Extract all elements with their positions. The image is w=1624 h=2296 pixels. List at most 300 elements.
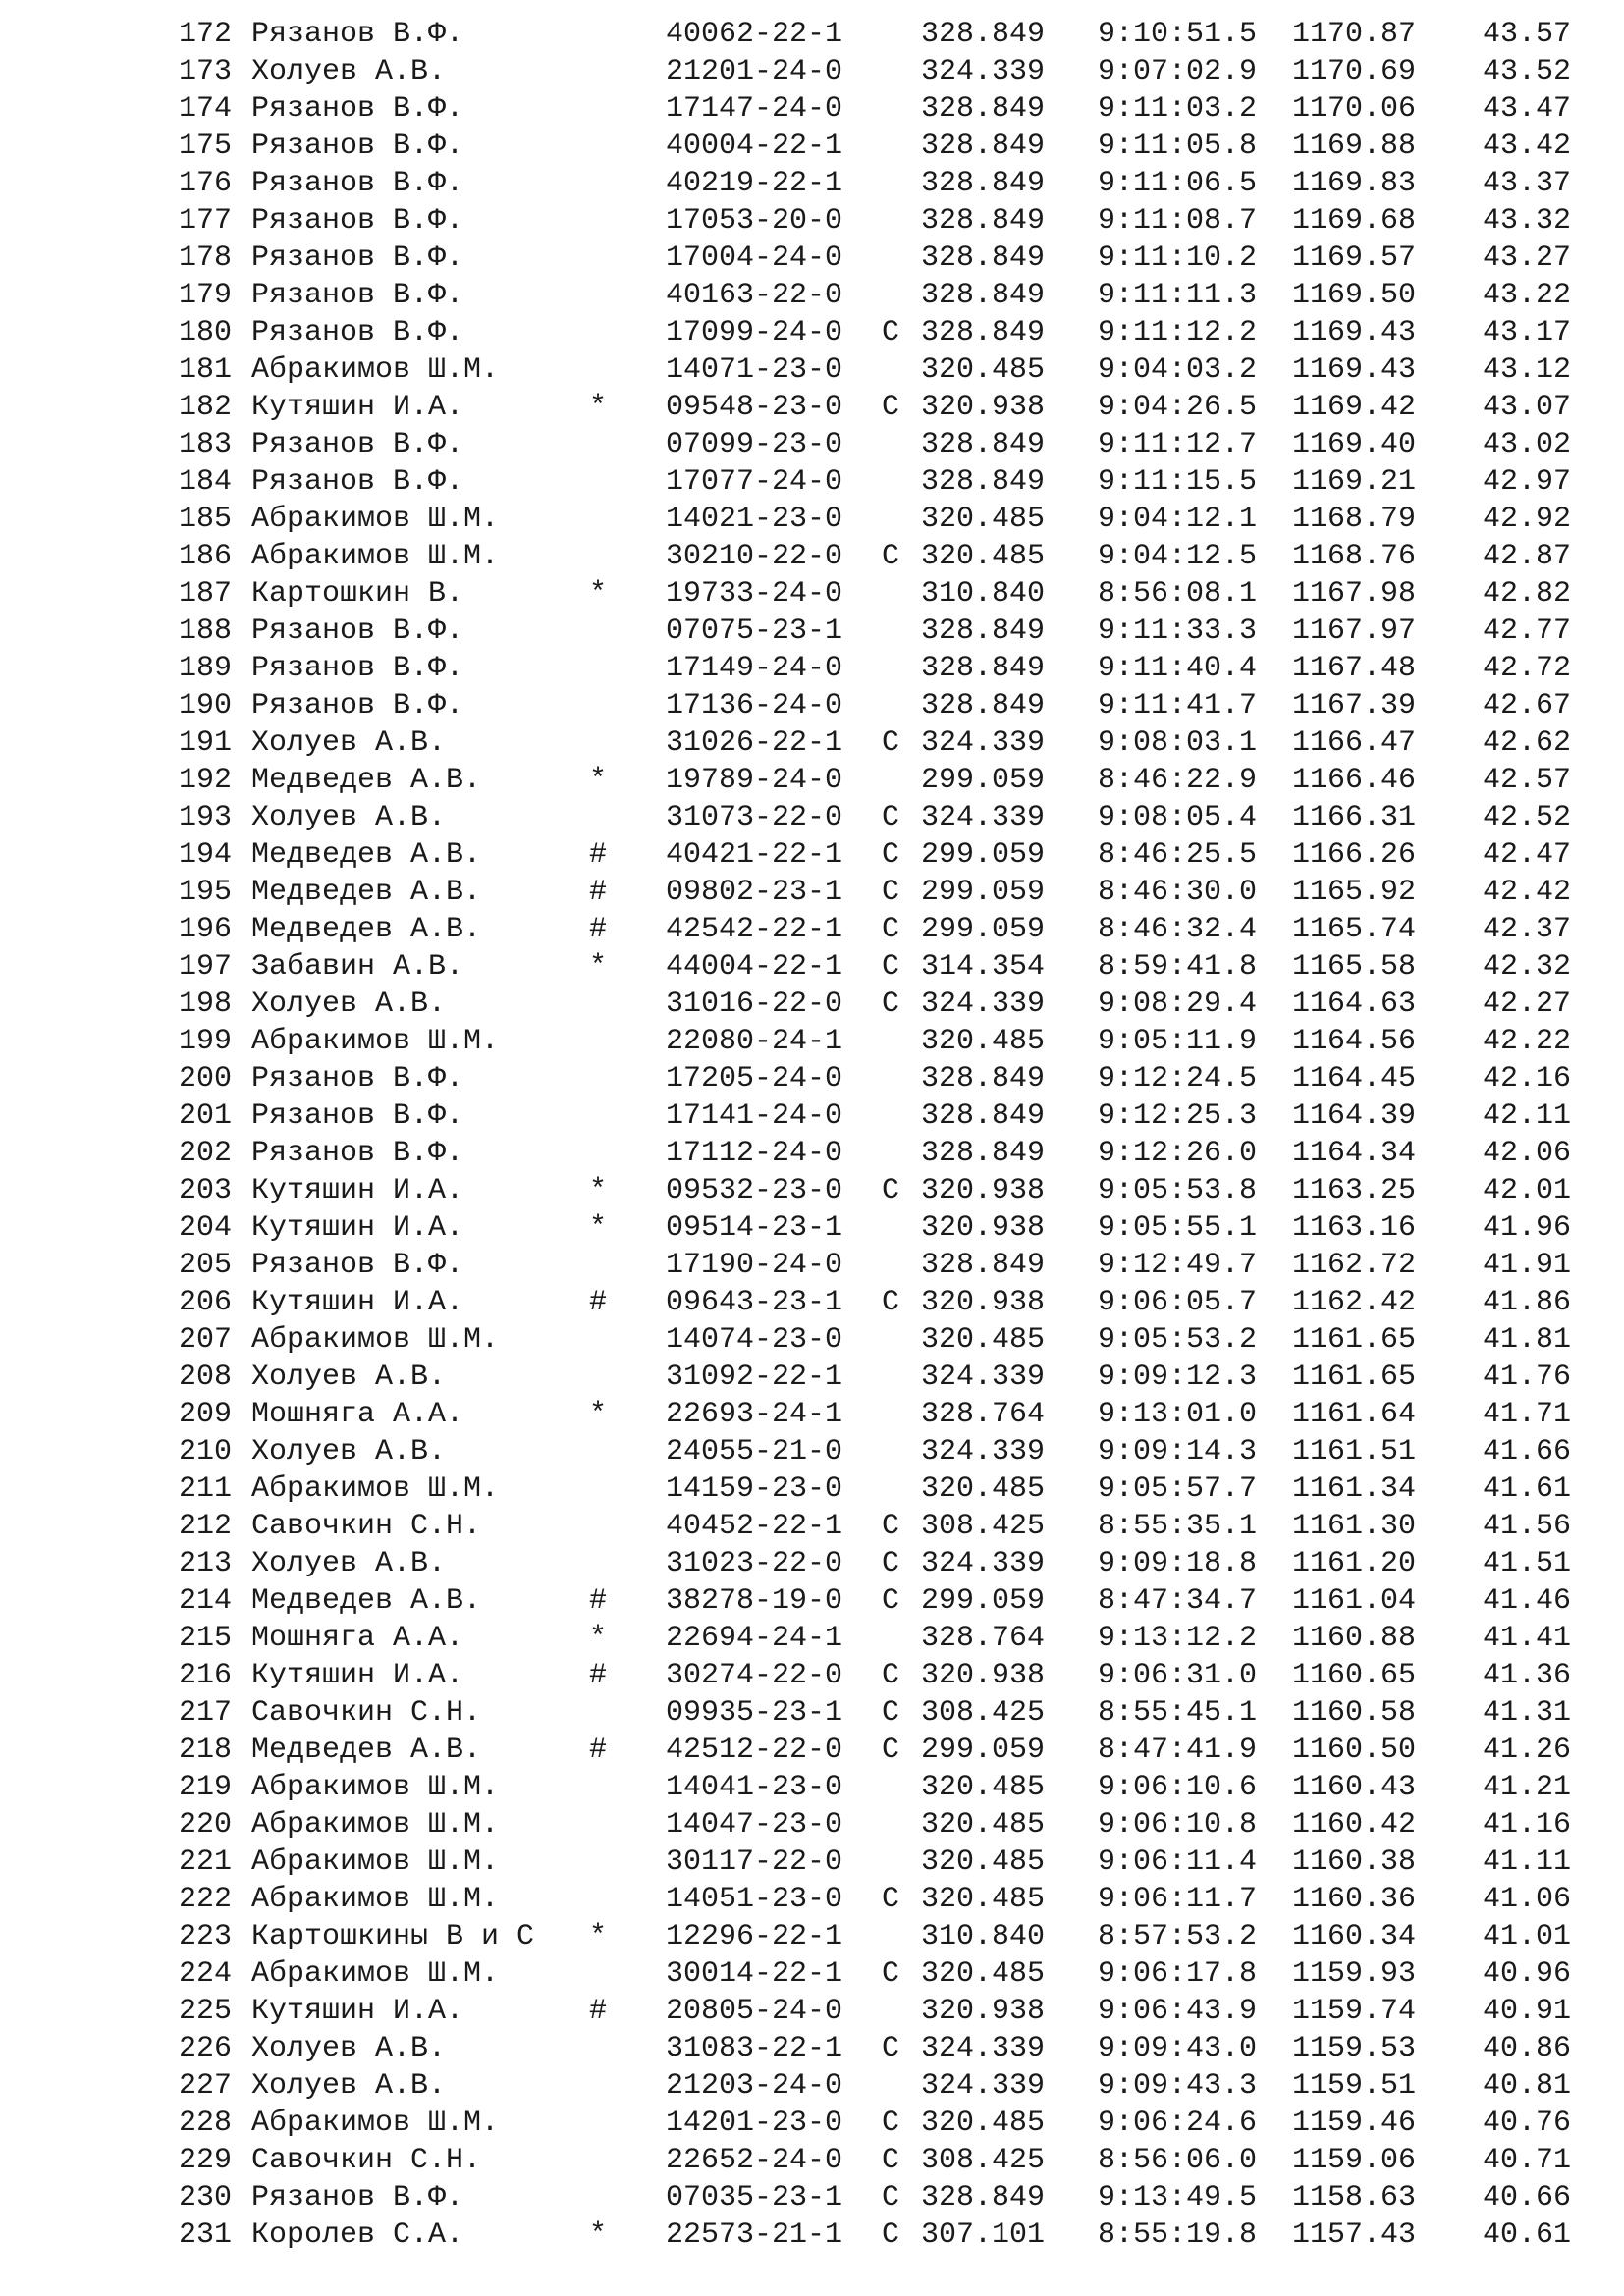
speed-value: 1166.31 bbox=[1292, 801, 1417, 834]
distance-km: 320.485 bbox=[921, 1025, 1046, 1058]
table-row bbox=[169, 538, 1602, 575]
points-value: 43.42 bbox=[1482, 130, 1571, 163]
fancier-name: Холуев А.В. bbox=[251, 1435, 447, 1468]
fancier-name: Рязанов В.Ф. bbox=[251, 1249, 464, 1282]
points-value: 43.57 bbox=[1482, 18, 1571, 51]
points-value: 41.76 bbox=[1482, 1361, 1571, 1394]
table-row bbox=[169, 1247, 1602, 1284]
table-row bbox=[169, 687, 1602, 724]
ring-number: 17149-24-0 bbox=[666, 652, 843, 685]
arrival-time: 8:55:35.1 bbox=[1098, 1510, 1258, 1543]
points-value: 42.16 bbox=[1482, 1062, 1571, 1095]
ring-number: 09643-23-1 bbox=[666, 1286, 843, 1319]
arrival-time: 9:06:10.6 bbox=[1098, 1771, 1258, 1804]
fancier-name: Холуев А.В. bbox=[251, 1547, 447, 1580]
distance-km: 320.485 bbox=[921, 1323, 1046, 1357]
speed-value: 1169.68 bbox=[1292, 204, 1417, 238]
table-row bbox=[169, 2179, 1602, 2216]
arrival-time: 8:57:53.2 bbox=[1098, 1920, 1258, 1953]
table-row bbox=[169, 1284, 1602, 1321]
distance-km: 299.059 bbox=[921, 1584, 1046, 1618]
arrival-time: 8:46:32.4 bbox=[1098, 913, 1258, 946]
points-value: 43.37 bbox=[1482, 167, 1571, 200]
table-row bbox=[169, 90, 1602, 128]
entry-flag: C bbox=[882, 1696, 900, 1730]
entry-mark: * bbox=[589, 2218, 608, 2252]
arrival-time: 8:47:34.7 bbox=[1098, 1584, 1258, 1618]
ring-number: 07035-23-1 bbox=[666, 2181, 843, 2215]
arrival-time: 9:10:51.5 bbox=[1098, 18, 1258, 51]
ring-number: 31026-22-1 bbox=[666, 726, 843, 760]
speed-value: 1166.47 bbox=[1292, 726, 1417, 760]
ring-number: 40219-22-1 bbox=[666, 167, 843, 200]
table-row bbox=[169, 1582, 1602, 1620]
ring-number: 22573-21-1 bbox=[666, 2218, 843, 2252]
table-row bbox=[169, 799, 1602, 836]
speed-value: 1161.64 bbox=[1292, 1398, 1417, 1431]
distance-km: 308.425 bbox=[921, 1510, 1046, 1543]
arrival-time: 9:12:24.5 bbox=[1098, 1062, 1258, 1095]
fancier-name: Абракимов Ш.М. bbox=[251, 1323, 500, 1357]
speed-value: 1167.39 bbox=[1292, 689, 1417, 722]
entry-flag: C bbox=[882, 2218, 900, 2252]
points-value: 42.47 bbox=[1482, 838, 1571, 872]
arrival-time: 9:05:57.7 bbox=[1098, 1472, 1258, 1506]
row-number: 194 bbox=[178, 838, 232, 872]
speed-value: 1164.39 bbox=[1292, 1099, 1417, 1133]
arrival-time: 8:56:08.1 bbox=[1098, 577, 1258, 611]
ring-number: 09802-23-1 bbox=[666, 876, 843, 909]
speed-value: 1165.58 bbox=[1292, 950, 1417, 984]
points-value: 41.56 bbox=[1482, 1510, 1571, 1543]
distance-km: 328.849 bbox=[921, 1137, 1046, 1170]
fancier-name: Абракимов Ш.М. bbox=[251, 540, 500, 573]
fancier-name: Рязанов В.Ф. bbox=[251, 130, 464, 163]
row-number: 215 bbox=[178, 1622, 232, 1655]
table-row bbox=[169, 1508, 1602, 1545]
arrival-time: 9:06:31.0 bbox=[1098, 1659, 1258, 1692]
table-row bbox=[169, 1881, 1602, 1918]
row-number: 175 bbox=[178, 130, 232, 163]
arrival-time: 8:46:30.0 bbox=[1098, 876, 1258, 909]
distance-km: 328.849 bbox=[921, 241, 1046, 275]
table-row bbox=[169, 314, 1602, 351]
arrival-time: 9:09:18.8 bbox=[1098, 1547, 1258, 1580]
row-number: 203 bbox=[178, 1174, 232, 1207]
distance-km: 328.764 bbox=[921, 1622, 1046, 1655]
fancier-name: Медведев А.В. bbox=[251, 764, 482, 797]
arrival-time: 8:47:41.9 bbox=[1098, 1734, 1258, 1767]
row-number: 223 bbox=[178, 1920, 232, 1953]
arrival-time: 9:05:55.1 bbox=[1098, 1211, 1258, 1245]
arrival-time: 9:13:12.2 bbox=[1098, 1622, 1258, 1655]
row-number: 226 bbox=[178, 2032, 232, 2065]
fancier-name: Рязанов В.Ф. bbox=[251, 428, 464, 461]
ring-number: 09935-23-1 bbox=[666, 1696, 843, 1730]
distance-km: 320.938 bbox=[921, 1211, 1046, 1245]
points-value: 41.91 bbox=[1482, 1249, 1571, 1282]
distance-km: 299.059 bbox=[921, 913, 1046, 946]
ring-number: 22080-24-1 bbox=[666, 1025, 843, 1058]
arrival-time: 9:05:53.2 bbox=[1098, 1323, 1258, 1357]
row-number: 192 bbox=[178, 764, 232, 797]
speed-value: 1164.56 bbox=[1292, 1025, 1417, 1058]
points-value: 42.32 bbox=[1482, 950, 1571, 984]
speed-value: 1159.93 bbox=[1292, 1957, 1417, 1991]
distance-km: 324.339 bbox=[921, 1361, 1046, 1394]
entry-mark: * bbox=[589, 577, 608, 611]
fancier-name: Мошняга А.А. bbox=[251, 1398, 464, 1431]
row-number: 209 bbox=[178, 1398, 232, 1431]
fancier-name: Кутяшин И.А. bbox=[251, 1286, 464, 1319]
points-value: 42.42 bbox=[1482, 876, 1571, 909]
distance-km: 310.840 bbox=[921, 577, 1046, 611]
row-number: 184 bbox=[178, 465, 232, 499]
row-number: 221 bbox=[178, 1845, 232, 1879]
points-value: 41.96 bbox=[1482, 1211, 1571, 1245]
row-number: 230 bbox=[178, 2181, 232, 2215]
speed-value: 1160.36 bbox=[1292, 1883, 1417, 1916]
ring-number: 20805-24-0 bbox=[666, 1995, 843, 2028]
fancier-name: Королев С.А. bbox=[251, 2218, 464, 2252]
fancier-name: Савочкин С.Н. bbox=[251, 1510, 482, 1543]
table-row bbox=[169, 1993, 1602, 2030]
ring-number: 40062-22-1 bbox=[666, 18, 843, 51]
speed-value: 1170.06 bbox=[1292, 92, 1417, 126]
ring-number: 14021-23-0 bbox=[666, 503, 843, 536]
arrival-time: 9:04:12.1 bbox=[1098, 503, 1258, 536]
row-number: 190 bbox=[178, 689, 232, 722]
points-value: 42.67 bbox=[1482, 689, 1571, 722]
row-number: 181 bbox=[178, 353, 232, 387]
speed-value: 1159.06 bbox=[1292, 2144, 1417, 2177]
table-row bbox=[169, 277, 1602, 314]
distance-km: 328.849 bbox=[921, 204, 1046, 238]
distance-km: 324.339 bbox=[921, 55, 1046, 88]
distance-km: 320.938 bbox=[921, 1174, 1046, 1207]
speed-value: 1167.48 bbox=[1292, 652, 1417, 685]
table-row bbox=[169, 2142, 1602, 2179]
speed-value: 1169.50 bbox=[1292, 279, 1417, 312]
entry-mark: * bbox=[589, 1622, 608, 1655]
fancier-name: Медведев А.В. bbox=[251, 876, 482, 909]
distance-km: 310.840 bbox=[921, 1920, 1046, 1953]
ring-number: 30274-22-0 bbox=[666, 1659, 843, 1692]
fancier-name: Абракимов Ш.М. bbox=[251, 353, 500, 387]
distance-km: 324.339 bbox=[921, 2069, 1046, 2103]
table-row bbox=[169, 389, 1602, 426]
distance-km: 320.485 bbox=[921, 1771, 1046, 1804]
speed-value: 1159.53 bbox=[1292, 2032, 1417, 2065]
speed-value: 1164.34 bbox=[1292, 1137, 1417, 1170]
row-number: 195 bbox=[178, 876, 232, 909]
arrival-time: 9:09:43.0 bbox=[1098, 2032, 1258, 2065]
points-value: 40.86 bbox=[1482, 2032, 1571, 2065]
ring-number: 17112-24-0 bbox=[666, 1137, 843, 1170]
distance-km: 299.059 bbox=[921, 764, 1046, 797]
row-number: 196 bbox=[178, 913, 232, 946]
entry-flag: C bbox=[882, 2107, 900, 2140]
distance-km: 328.849 bbox=[921, 614, 1046, 648]
fancier-name: Рязанов В.Ф. bbox=[251, 18, 464, 51]
table-row bbox=[169, 1470, 1602, 1508]
entry-mark: * bbox=[589, 391, 608, 424]
arrival-time: 9:11:40.4 bbox=[1098, 652, 1258, 685]
ring-number: 30210-22-0 bbox=[666, 540, 843, 573]
entry-flag: C bbox=[882, 1659, 900, 1692]
arrival-time: 9:04:12.5 bbox=[1098, 540, 1258, 573]
distance-km: 328.849 bbox=[921, 652, 1046, 685]
speed-value: 1164.63 bbox=[1292, 988, 1417, 1021]
table-row bbox=[169, 1060, 1602, 1097]
points-value: 42.92 bbox=[1482, 503, 1571, 536]
distance-km: 324.339 bbox=[921, 1547, 1046, 1580]
row-number: 231 bbox=[178, 2218, 232, 2252]
fancier-name: Медведев А.В. bbox=[251, 838, 482, 872]
points-value: 42.11 bbox=[1482, 1099, 1571, 1133]
table-row bbox=[169, 911, 1602, 948]
points-value: 40.76 bbox=[1482, 2107, 1571, 2140]
points-value: 41.31 bbox=[1482, 1696, 1571, 1730]
points-value: 42.52 bbox=[1482, 801, 1571, 834]
arrival-time: 9:09:14.3 bbox=[1098, 1435, 1258, 1468]
table-row bbox=[169, 2216, 1602, 2254]
table-row bbox=[169, 426, 1602, 463]
ring-number: 19789-24-0 bbox=[666, 764, 843, 797]
row-number: 173 bbox=[178, 55, 232, 88]
fancier-name: Холуев А.В. bbox=[251, 1361, 447, 1394]
fancier-name: Холуев А.В. bbox=[251, 726, 447, 760]
table-row bbox=[169, 1657, 1602, 1694]
entry-mark: # bbox=[589, 1286, 608, 1319]
entry-flag: C bbox=[882, 988, 900, 1021]
table-row bbox=[169, 1769, 1602, 1806]
fancier-name: Абракимов Ш.М. bbox=[251, 1025, 500, 1058]
distance-km: 320.485 bbox=[921, 540, 1046, 573]
table-row bbox=[169, 1843, 1602, 1881]
arrival-time: 9:06:11.4 bbox=[1098, 1845, 1258, 1879]
entry-flag: C bbox=[882, 1584, 900, 1618]
distance-km: 320.485 bbox=[921, 1957, 1046, 1991]
ring-number: 22652-24-0 bbox=[666, 2144, 843, 2177]
speed-value: 1159.74 bbox=[1292, 1995, 1417, 2028]
row-number: 204 bbox=[178, 1211, 232, 1245]
points-value: 41.51 bbox=[1482, 1547, 1571, 1580]
arrival-time: 9:06:11.7 bbox=[1098, 1883, 1258, 1916]
table-row bbox=[169, 2030, 1602, 2067]
speed-value: 1161.65 bbox=[1292, 1361, 1417, 1394]
entry-mark: # bbox=[589, 913, 608, 946]
speed-value: 1163.25 bbox=[1292, 1174, 1417, 1207]
distance-km: 328.849 bbox=[921, 316, 1046, 349]
arrival-time: 8:55:19.8 bbox=[1098, 2218, 1258, 2252]
ring-number: 24055-21-0 bbox=[666, 1435, 843, 1468]
ring-number: 09532-23-0 bbox=[666, 1174, 843, 1207]
points-value: 43.27 bbox=[1482, 241, 1571, 275]
ring-number: 40421-22-1 bbox=[666, 838, 843, 872]
table-row bbox=[169, 16, 1602, 53]
speed-value: 1166.46 bbox=[1292, 764, 1417, 797]
fancier-name: Савочкин С.Н. bbox=[251, 2144, 482, 2177]
speed-value: 1161.20 bbox=[1292, 1547, 1417, 1580]
table-row bbox=[169, 1023, 1602, 1060]
speed-value: 1169.43 bbox=[1292, 316, 1417, 349]
arrival-time: 9:05:53.8 bbox=[1098, 1174, 1258, 1207]
points-value: 41.66 bbox=[1482, 1435, 1571, 1468]
points-value: 43.07 bbox=[1482, 391, 1571, 424]
ring-number: 17077-24-0 bbox=[666, 465, 843, 499]
arrival-time: 9:06:43.9 bbox=[1098, 1995, 1258, 2028]
fancier-name: Рязанов В.Ф. bbox=[251, 2181, 464, 2215]
entry-flag: C bbox=[882, 1510, 900, 1543]
points-value: 40.66 bbox=[1482, 2181, 1571, 2215]
row-number: 182 bbox=[178, 391, 232, 424]
fancier-name: Рязанов В.Ф. bbox=[251, 167, 464, 200]
ring-number: 14201-23-0 bbox=[666, 2107, 843, 2140]
entry-flag: C bbox=[882, 2032, 900, 2065]
table-row bbox=[169, 463, 1602, 501]
distance-km: 308.425 bbox=[921, 1696, 1046, 1730]
fancier-name: Рязанов В.Ф. bbox=[251, 1099, 464, 1133]
distance-km: 320.485 bbox=[921, 1808, 1046, 1842]
points-value: 41.71 bbox=[1482, 1398, 1571, 1431]
points-value: 41.86 bbox=[1482, 1286, 1571, 1319]
row-number: 206 bbox=[178, 1286, 232, 1319]
entry-flag: C bbox=[882, 838, 900, 872]
distance-km: 328.849 bbox=[921, 689, 1046, 722]
row-number: 225 bbox=[178, 1995, 232, 2028]
speed-value: 1160.43 bbox=[1292, 1771, 1417, 1804]
arrival-time: 9:08:05.4 bbox=[1098, 801, 1258, 834]
table-row bbox=[169, 2067, 1602, 2105]
row-number: 217 bbox=[178, 1696, 232, 1730]
fancier-name: Абракимов Ш.М. bbox=[251, 1883, 500, 1916]
points-value: 41.26 bbox=[1482, 1734, 1571, 1767]
points-value: 42.72 bbox=[1482, 652, 1571, 685]
fancier-name: Рязанов В.Ф. bbox=[251, 279, 464, 312]
table-row bbox=[169, 1918, 1602, 1955]
table-row bbox=[169, 2105, 1602, 2142]
arrival-time: 9:12:26.0 bbox=[1098, 1137, 1258, 1170]
distance-km: 320.485 bbox=[921, 353, 1046, 387]
fancier-name: Кутяшин И.А. bbox=[251, 1211, 464, 1245]
fancier-name: Холуев А.В. bbox=[251, 55, 447, 88]
table-row bbox=[169, 1620, 1602, 1657]
distance-km: 307.101 bbox=[921, 2218, 1046, 2252]
distance-km: 320.938 bbox=[921, 391, 1046, 424]
entry-flag: C bbox=[882, 801, 900, 834]
speed-value: 1161.65 bbox=[1292, 1323, 1417, 1357]
points-value: 41.41 bbox=[1482, 1622, 1571, 1655]
ring-number: 19733-24-0 bbox=[666, 577, 843, 611]
ring-number: 44004-22-1 bbox=[666, 950, 843, 984]
table-row bbox=[169, 351, 1602, 389]
ring-number: 42512-22-0 bbox=[666, 1734, 843, 1767]
speed-value: 1160.88 bbox=[1292, 1622, 1417, 1655]
arrival-time: 9:11:03.2 bbox=[1098, 92, 1258, 126]
ring-number: 09548-23-0 bbox=[666, 391, 843, 424]
entry-mark: * bbox=[589, 950, 608, 984]
table-row bbox=[169, 575, 1602, 613]
arrival-time: 9:11:12.7 bbox=[1098, 428, 1258, 461]
speed-value: 1160.42 bbox=[1292, 1808, 1417, 1842]
distance-km: 324.339 bbox=[921, 726, 1046, 760]
points-value: 40.91 bbox=[1482, 1995, 1571, 2028]
entry-flag: C bbox=[882, 1547, 900, 1580]
speed-value: 1161.51 bbox=[1292, 1435, 1417, 1468]
entry-mark: # bbox=[589, 1659, 608, 1692]
ring-number: 30014-22-1 bbox=[666, 1957, 843, 1991]
table-row bbox=[169, 501, 1602, 538]
arrival-time: 9:09:12.3 bbox=[1098, 1361, 1258, 1394]
fancier-name: Кутяшин И.А. bbox=[251, 1995, 464, 2028]
distance-km: 320.938 bbox=[921, 1286, 1046, 1319]
points-value: 42.57 bbox=[1482, 764, 1571, 797]
table-row bbox=[169, 986, 1602, 1023]
entry-mark: * bbox=[589, 1920, 608, 1953]
row-number: 218 bbox=[178, 1734, 232, 1767]
speed-value: 1161.30 bbox=[1292, 1510, 1417, 1543]
row-number: 211 bbox=[178, 1472, 232, 1506]
results-table bbox=[169, 16, 1602, 2254]
ring-number: 17136-24-0 bbox=[666, 689, 843, 722]
speed-value: 1170.87 bbox=[1292, 18, 1417, 51]
distance-km: 324.339 bbox=[921, 2032, 1046, 2065]
distance-km: 328.849 bbox=[921, 92, 1046, 126]
arrival-time: 9:11:33.3 bbox=[1098, 614, 1258, 648]
table-row bbox=[169, 165, 1602, 202]
distance-km: 328.849 bbox=[921, 167, 1046, 200]
ring-number: 07075-23-1 bbox=[666, 614, 843, 648]
table-row bbox=[169, 1209, 1602, 1247]
entry-mark: # bbox=[589, 838, 608, 872]
speed-value: 1161.34 bbox=[1292, 1472, 1417, 1506]
distance-km: 320.938 bbox=[921, 1659, 1046, 1692]
points-value: 40.81 bbox=[1482, 2069, 1571, 2103]
fancier-name: Рязанов В.Ф. bbox=[251, 1137, 464, 1170]
ring-number: 22693-24-1 bbox=[666, 1398, 843, 1431]
speed-value: 1160.50 bbox=[1292, 1734, 1417, 1767]
entry-mark: # bbox=[589, 1734, 608, 1767]
arrival-time: 9:11:11.3 bbox=[1098, 279, 1258, 312]
row-number: 177 bbox=[178, 204, 232, 238]
fancier-name: Мошняга А.А. bbox=[251, 1622, 464, 1655]
row-number: 197 bbox=[178, 950, 232, 984]
distance-km: 328.849 bbox=[921, 279, 1046, 312]
distance-km: 320.485 bbox=[921, 1845, 1046, 1879]
row-number: 179 bbox=[178, 279, 232, 312]
speed-value: 1157.43 bbox=[1292, 2218, 1417, 2252]
speed-value: 1170.69 bbox=[1292, 55, 1417, 88]
row-number: 198 bbox=[178, 988, 232, 1021]
points-value: 43.47 bbox=[1482, 92, 1571, 126]
row-number: 227 bbox=[178, 2069, 232, 2103]
points-value: 41.16 bbox=[1482, 1808, 1571, 1842]
table-row bbox=[169, 724, 1602, 762]
speed-value: 1160.65 bbox=[1292, 1659, 1417, 1692]
points-value: 41.46 bbox=[1482, 1584, 1571, 1618]
arrival-time: 9:06:17.8 bbox=[1098, 1957, 1258, 1991]
ring-number: 31023-22-0 bbox=[666, 1547, 843, 1580]
entry-flag: C bbox=[882, 876, 900, 909]
speed-value: 1158.63 bbox=[1292, 2181, 1417, 2215]
entry-flag: C bbox=[882, 950, 900, 984]
speed-value: 1159.46 bbox=[1292, 2107, 1417, 2140]
fancier-name: Абракимов Ш.М. bbox=[251, 2107, 500, 2140]
ring-number: 31016-22-0 bbox=[666, 988, 843, 1021]
arrival-time: 9:11:12.2 bbox=[1098, 316, 1258, 349]
ring-number: 14051-23-0 bbox=[666, 1883, 843, 1916]
